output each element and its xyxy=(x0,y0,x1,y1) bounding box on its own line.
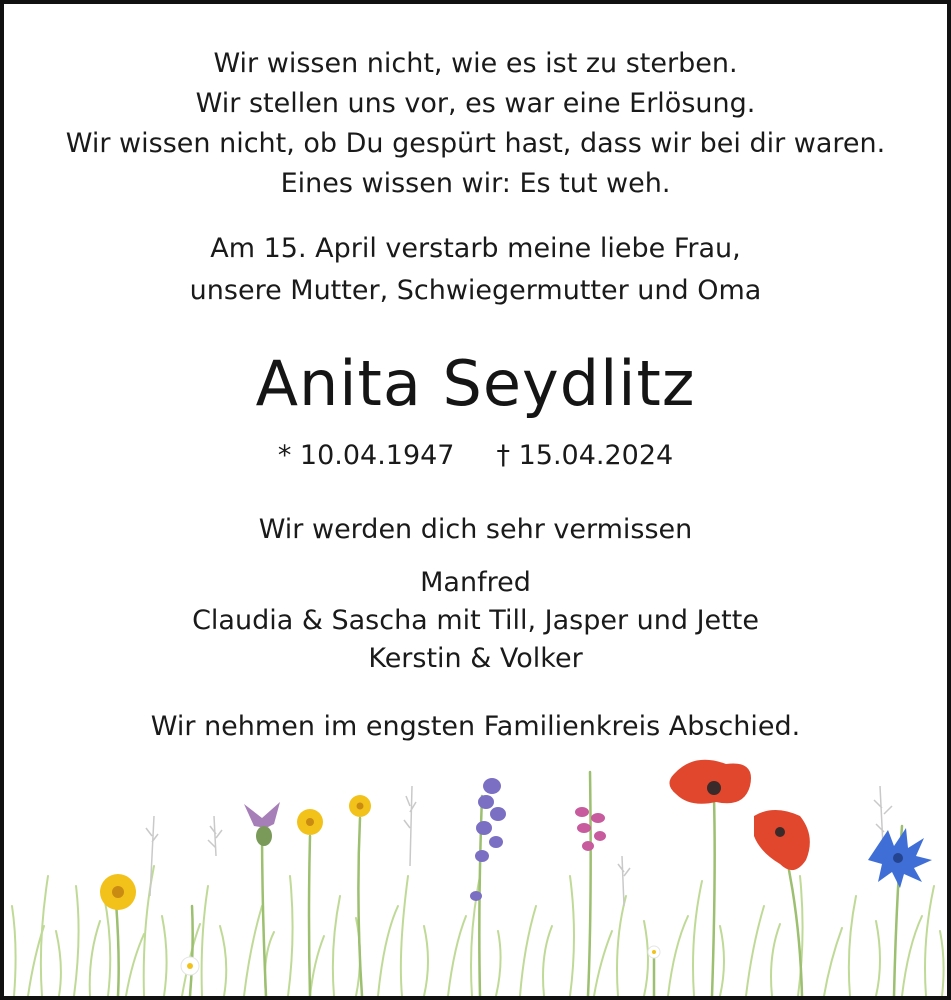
death-announcement xyxy=(4,228,947,312)
mourner-line: Claudia & Sascha mit Till, Jasper und Jette xyxy=(192,605,759,636)
flower-stems xyxy=(116,772,902,996)
announcement-line: unsere Mutter, Schwiegermutter und Oma xyxy=(189,275,762,306)
thistle-icon xyxy=(244,802,280,846)
verse-line: Wir stellen uns vor, es war eine Erlösung. xyxy=(195,88,756,119)
grass-blades xyxy=(12,866,944,996)
missed-line: Wir werden dich sehr vermissen xyxy=(258,514,693,545)
announcement-line: Am 15. April verstarb meine liebe Frau, xyxy=(210,233,741,264)
verse-line: Wir wissen nicht, ob Du gespürt hast, dass wir bei dir waren. xyxy=(65,128,886,159)
cornflower-icon xyxy=(868,828,932,888)
wildflower-meadow-illustration xyxy=(4,756,947,996)
lavender-icon xyxy=(470,778,506,901)
verse-line: Eines wissen wir: Es tut weh. xyxy=(280,168,671,199)
poppy-icon xyxy=(669,760,809,870)
mourners-list xyxy=(4,564,947,678)
deceased-name: Anita Seydlitz xyxy=(255,347,696,420)
verse-line: Wir wissen nicht, wie es ist zu sterben. xyxy=(213,48,738,79)
birth-date: * 10.04.1947 xyxy=(277,440,455,471)
life-dates xyxy=(4,436,947,476)
buttercup-icon xyxy=(100,874,136,910)
mourner-line: Manfred xyxy=(420,567,531,598)
farewell-line: Wir nehmen im engsten Familienkreis Abschied. xyxy=(150,711,801,742)
opening-verse xyxy=(4,44,947,204)
death-date: † 15.04.2024 xyxy=(496,440,674,471)
mourner-line: Kerstin & Volker xyxy=(368,643,583,674)
